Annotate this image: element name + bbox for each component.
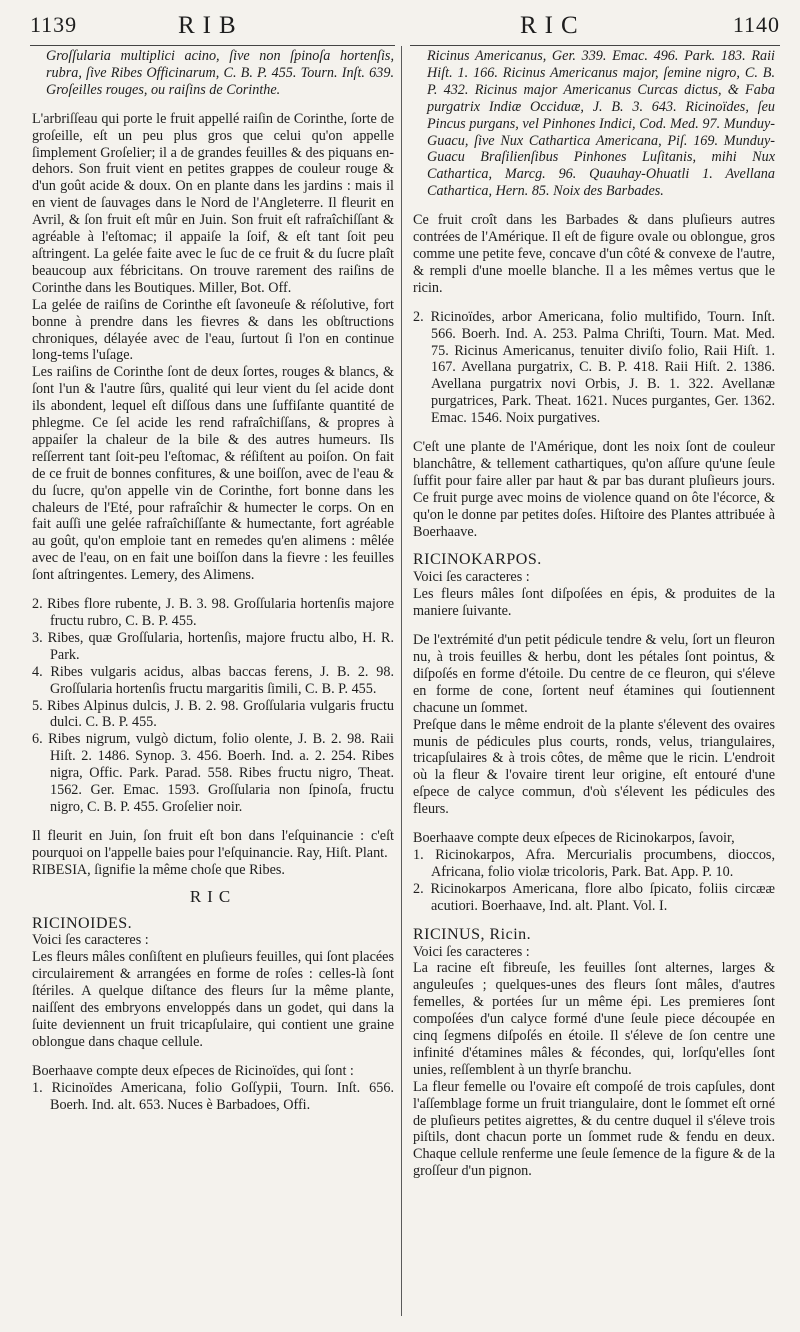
entry-heading: RICINOIDES.	[32, 914, 133, 932]
running-head-right: RIC	[520, 12, 586, 39]
column-divider	[401, 46, 402, 1316]
running-head-left: RIB	[178, 12, 244, 39]
species-list-item: 6. Ribes nigrum, vulgò dictum, folio olente, J. B. 2. 98. Raii Hiſt. 2. 1486. Synop. 3. 456. Boerh. Ind. a. 2. 254. Ribes nigra, Offic. Park. Parad. 558. Ribes fructu nigro, Theat. 1562. Ger. Emac. 1593. Groſſularia non ſpinoſa, fructu nigro, C. B. P. 455. Groſelier noir.	[32, 731, 394, 815]
body-paragraph: Boerhaave compte deux eſpeces de Ricinokarpos, ſavoir,	[413, 830, 735, 847]
body-paragraph: L'arbriſſeau qui porte le fruit appellé raiſin de Corinthe, ſorte de groſeille, eſt un peu plus gros que celui qu'on appelle ſimplement Groſelier; il a de grandes feuilles & des piquans en-dehors. Son fruit vient en petites grappes de couleur rouge & d'un goût acide & doux. On en plante dans les jardins : mais il en vient de ſauvages dans le Nord de l'Angleterre. Il fleurit en Avril, & ſon fruit eſt mûr en Juin. Son fruit eſt rafraîchiſſant & agréable à l'eſtomac; il appaiſe la ſoif, & eſt tant ſoit peu aſtringent. La gelée faite avec le ſuc de ce fruit & du ſucre plaît beaucoup aux fébricitans. On trouve rarement des raiſins de Corinthe dans les Boutiques. Miller, Bot. Off.	[32, 110, 394, 296]
species-list-item: 2. Ricinoïdes, arbor Americana, folio multifido, Tourn. Inſt. 566. Boerh. Ind. A. 253. Palma Chriſti, Tourn. Mat. Med. 75. Ricinus Americanus, tenuiter diviſo folio, Raii Hiſt. 1. 167. Avellana purgatrix, C. B. P. 418. Raii Hiſt. 2. 1386. Avellana purgatrix novi Orbis, J. B. 1. 322. Avellanæ purgatrices, Park. Theat. 1621. Nuces purgantes, Ger. 1362. Emac. 1546. Noix purgatives.	[413, 308, 775, 427]
body-paragraph: La gelée de raiſins de Corinthe eſt ſavoneuſe & réſolutive, fort bonne à prendre dans les fievres & dans les obſtructions chroniques, délayée avec de l'eau, ſurtout ſi l'on en continue long-tems l'uſage.	[32, 296, 394, 364]
page-number-left: 1139	[30, 12, 78, 37]
body-paragraph: Il fleurit en Juin, ſon fruit eſt bon dans l'eſquinancie : c'eſt pourquoi on l'appelle baies pour l'eſquinancie. Ray, Hiſt. Plant.	[32, 827, 394, 861]
body-paragraph: De l'extrémité d'un petit pédicule tendre & velu, ſort un fleuron nu, à trois feuilles & herbu, dont les pétales ſont pointus, & diſpoſés en forme d'étoile. Du centre de ce fleuron, qui s'éleve en forme de cone, ſortent neuf étamines qui ſoutiennent chacune un ſommet.	[413, 632, 775, 716]
species-list-item: 4. Ribes vulgaris acidus, albas baccas ferens, J. B. 2. 98. Groſſularia hortenſis fructu margaritis ſimili, C. B. P. 455.	[32, 663, 394, 697]
synonym-paragraph: Ricinus Americanus, Ger. 339. Emac. 496. Park. 183. Raii Hiſt. 1. 166. Ricinus Americanus major, ſemine nigro, C. B. P. 432. Ricinus major Americanus Curcas dictus, & Faba purgatrix Indiæ Occiduæ, J. B. 3. 643. Ricinoïdes, ſeu Pincus purgans, vel Pinhones Indici, Cod. Med. 97. Munduy-Guacu, ſive Nux Cathartica Americana, Piſ. 169. Munduy-Guacu Braſilienſibus Pinhones Luſitanis, mihi Nux Cathartica, Marcg. 96. Quauhay-Ohuatli 1. Avellana Cathartica, Hern. 85. Noix des Barbades.	[427, 48, 775, 200]
body-paragraph: Voici ſes caracteres :	[32, 932, 149, 949]
header-rule-left	[30, 45, 395, 46]
synonym-paragraph: Groſſularia multiplici acino, ſive non ſpinoſa hortenſis, rubra, ſive Ribes Officinarum, C. B. P. 455. Tourn. Inſt. 639. Groſeilles rouges, ou raiſins de Corinthe.	[46, 48, 394, 98]
body-paragraph: Les raiſins de Corinthe ſont de deux ſortes, rouges & blancs, & ſont l'un & l'autre ſûrs, qualité qui leur vient du ſel acide dont ils abondent, lequel eſt diſſous dans une ſuffiſante quantité de phlegme. Ce ſel acide les rend rafraîchiſſans, & propres à appaiſer la chaleur de la bile & des autres humeurs. Ils reſſerrent tant ſoit-peu l'eſtomac, & réſiſtent au poiſon. On fait de ce fruit de bonnes confitures, & une boiſſon, avec de l'eau & du ſucre, qu'on appelle vin de Corinthe, fort bonne dans les chaleurs de l'Eté, pour rafraîchir & humecter le corps. On en fait auſſi une gelée rafraîchiſſante & humectante, fort agréable au goût, qu'on emploie tant en remedes qu'en alimens : mêlée avec de l'eau, on en fait une boiſſon dans la fievre : les feuilles ſont aſtringentes. Lemery, des Alimens.	[32, 364, 394, 584]
page-number-right: 1140	[732, 12, 780, 37]
species-list-item: 3. Ribes, quæ Groſſularia, hortenſis, majore fructu albo, H. R. Park.	[32, 629, 394, 663]
body-paragraph: Ce fruit croît dans les Barbades & dans pluſieurs autres contrées de l'Amérique. Il eſt de figure ovale ou oblongue, gros comme une petite feve, concave d'un côté & convexe de l'autre, & rempli d'une moelle blanche. Il a les mêmes vertus que le ricin.	[413, 212, 775, 296]
body-paragraph: Les fleurs mâles conſiſtent en pluſieurs feuilles, qui ſont placées circulairement & arrangées en forme de roſes : celles-là ſont ſtériles. A quelque diſtance des fleurs ſur la même plante, naiſſent des embryons enveloppés dans un godet, qui dans la ſuite deviennent un fruit tricapſulaire, qui contient une graine oblongue dans chaque cellule.	[32, 949, 394, 1050]
body-paragraph: C'eſt une plante de l'Amérique, dont les noix ſont de couleur blanchâtre, & tellement cathartiques, qu'on aſſure qu'une ſeule ſuffit pour faire aller par haut & par bas durant pluſieurs jours. Ce fruit purge avec moins de violence quand on ôte l'écorce, & qu'on le donne par petites doſes. Hiſtoire des Plantes attribuée à Boerhaave.	[413, 439, 775, 540]
body-paragraph: La fleur femelle ou l'ovaire eſt compoſé de trois capſules, dont l'aſſemblage forme un fruit triangulaire, dont le ſommet eſt orné de pluſieurs petites aigrettes, & du centre duquel il s'éleve trois piſtils, dont chacun porte un ſommet rude & fendu en deux. Chaque cellule renferme une ſeule ſemence de la figure & de la groſſeur d'un pignon.	[413, 1078, 775, 1180]
left-column	[32, 48, 394, 1113]
right-column	[413, 48, 775, 1180]
entry-heading: RICINOKARPOS.	[413, 551, 542, 569]
body-paragraph: Voici ſes caracteres :	[413, 569, 530, 586]
entry-ribesia: RIBESIA, ſignifie la même choſe que Ribes.	[32, 861, 285, 878]
species-list-item: 1. Ricinokarpos, Afra. Mercurialis procumbens, dioccos, Africana, folio violæ tricoloris, Park. Bat. App. P. 10.	[413, 846, 775, 880]
header-rule-right	[410, 45, 780, 46]
section-heading: RIC	[189, 886, 237, 906]
body-paragraph: Voici ſes caracteres :	[413, 943, 530, 960]
body-paragraph: La racine eſt fibreuſe, les feuilles ſont alternes, larges & anguleuſes ; quelques-unes des fleurs ſont mâles, d'autres femelles, & portées ſur un même épi. Les premieres ſont compoſées d'un calyce formé d'une ſeule piece découpée en cinq ſegmens diſpoſés en étoile. Il s'éleve de ſon centre une infinité d'étamines mâles & fécondes, qui, lorſqu'elles ſont unies, reſſemblent à un thyrſe branchu.	[413, 960, 775, 1078]
species-list-item: 2. Ribes flore rubente, J. B. 3. 98. Groſſularia hortenſis majore fructu rubro, C. B. P. 455.	[32, 596, 394, 629]
species-list-item: 2. Ricinokarpos Americana, flore albo ſpicato, foliis circææ acutiori. Boerhaave, Ind. alt. Plant. Vol. I.	[413, 880, 775, 914]
entry-heading: RICINUS, Ricin.	[413, 925, 532, 943]
body-paragraph: Boerhaave compte deux eſpeces de Ricinoïdes, qui ſont :	[32, 1062, 354, 1079]
body-paragraph: Les fleurs mâles ſont diſpoſées en épis, & produites de la maniere ſuivante.	[413, 586, 775, 620]
species-list-item: 1. Ricinoïdes Americana, folio Goſſypii, Tourn. Inſt. 656. Boerh. Ind. alt. 653. Nuces è Barbadoes, Offi.	[32, 1079, 394, 1113]
body-paragraph: Preſque dans le même endroit de la plante s'élevent des ovaires munis de pédicules plus courts, ronds, velus, triangulaires, tricapſulaires & à trois côtes, de même que le ricin. L'endroit où la fleur & l'ovaire tirent leur origine, eſt entouré d'une eſpece de calyce commun, d'où s'élevent les pédicules des fleurs.	[413, 716, 775, 818]
species-list-item: 5. Ribes Alpinus dulcis, J. B. 2. 98. Groſſularia vulgaris fructu dulci. C. B. P. 455.	[32, 697, 394, 731]
